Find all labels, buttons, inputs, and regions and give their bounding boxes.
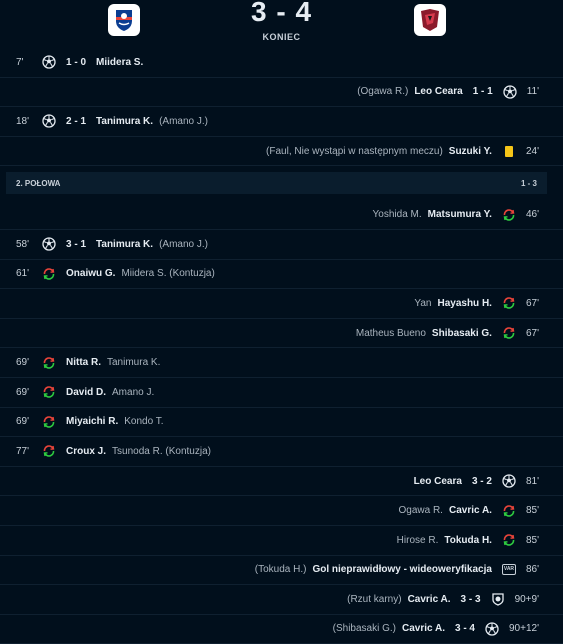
event-minute: 86' [525, 564, 539, 576]
event-minute: 24' [525, 145, 539, 157]
event-player[interactable]: Miidera S. [96, 56, 144, 68]
goal-ball-icon [503, 85, 517, 99]
event-minute: 61' [16, 268, 30, 280]
event-minute: 7' [16, 56, 24, 68]
away-event-row[interactable] [0, 289, 563, 319]
away-event-row[interactable] [0, 556, 563, 586]
substitution-icon [502, 208, 516, 222]
event-minute: 90+9' [514, 593, 539, 605]
goal-ball-icon [42, 237, 56, 251]
event-detail: Hirose R. [396, 534, 439, 546]
event-player[interactable]: Miyaichi R. [66, 416, 119, 428]
event-detail: (Faul, Nie wystąpi w następnym meczu) [266, 145, 443, 157]
event-minute: 58' [16, 238, 30, 250]
event-minute: 77' [16, 445, 30, 457]
event-minute: 81' [525, 475, 539, 487]
event-score: 1 - 1 [472, 86, 493, 98]
event-minute: 69' [16, 416, 30, 428]
event-player[interactable]: Tanimura K. [96, 238, 154, 250]
yellow-card-icon [502, 144, 516, 158]
event-detail: Ogawa R. [398, 505, 443, 517]
event-minute: 69' [16, 386, 30, 398]
event-minute: 18' [16, 115, 30, 127]
goal-ball-icon [42, 114, 56, 128]
event-detail: Matheus Bueno [355, 327, 426, 339]
away-event-row[interactable] [0, 200, 563, 230]
event-detail: (Tokuda H.) [254, 564, 307, 576]
home-event-row[interactable] [0, 260, 563, 290]
event-detail: (Amano J.) [159, 115, 208, 127]
events-list [0, 48, 563, 644]
match-score: 3 - 4 [250, 0, 313, 27]
away-event-row[interactable] [0, 585, 563, 615]
event-detail: Tsunoda R. (Kontuzja) [112, 445, 211, 457]
event-minute: 90+12' [509, 623, 539, 635]
substitution-icon [502, 504, 516, 518]
event-score: 3 - 2 [471, 475, 492, 487]
period-score: 1 - 3 [520, 178, 537, 188]
kashima-crest-icon [417, 7, 443, 33]
home-event-row[interactable] [0, 378, 563, 408]
substitution-icon [42, 385, 56, 399]
away-event-row[interactable] [0, 78, 563, 108]
event-player[interactable]: Croux J. [66, 445, 107, 457]
var-icon: VAR [502, 563, 516, 577]
period-label: 2. POŁOWA [16, 178, 61, 188]
event-detail: (Shibasaki G.) [332, 623, 396, 635]
away-event-row[interactable] [0, 526, 563, 556]
event-minute: 46' [525, 209, 539, 221]
goal-ball-icon [485, 622, 499, 636]
away-event-row[interactable] [0, 137, 563, 167]
home-event-row[interactable] [0, 348, 563, 378]
event-detail: Kondo T. [124, 416, 164, 428]
event-player[interactable]: David D. [66, 386, 107, 398]
event-minute: 67' [525, 327, 539, 339]
event-score: 1 - 0 [66, 56, 87, 68]
goal-ball-icon [502, 474, 516, 488]
penalty-goal-icon [491, 592, 505, 606]
away-team-logo[interactable] [414, 4, 446, 36]
event-detail: Yoshida M. [372, 209, 422, 221]
away-event-row[interactable] [0, 467, 563, 497]
event-minute: 67' [525, 297, 539, 309]
event-player[interactable]: Suzuki Y. [448, 145, 492, 157]
event-player[interactable]: Cavric A. [448, 505, 492, 517]
event-score: 3 - 3 [460, 593, 481, 605]
substitution-icon [42, 415, 56, 429]
event-player[interactable]: Matsumura Y. [427, 209, 492, 221]
event-player[interactable]: Gol nieprawidłowy - wideoweryfikacja [312, 564, 492, 576]
event-player[interactable]: Tanimura K. [96, 115, 154, 127]
event-minute: 85' [525, 505, 539, 517]
event-minute: 85' [525, 534, 539, 546]
home-event-row[interactable] [0, 408, 563, 438]
home-event-row[interactable] [0, 230, 563, 260]
substitution-icon [42, 267, 56, 281]
away-event-row[interactable] [0, 319, 563, 349]
match-status: KONIEC [262, 32, 301, 42]
event-detail: Amano J. [112, 386, 155, 398]
event-score: 2 - 1 [66, 115, 87, 127]
event-detail: Tanimura K. [107, 357, 161, 369]
event-player[interactable]: Cavric A. [402, 623, 445, 635]
event-detail: (Amano J.) [159, 238, 208, 250]
substitution-icon [42, 444, 56, 458]
home-event-row[interactable] [0, 107, 563, 137]
event-player[interactable]: Hayashu H. [437, 297, 492, 309]
event-detail: Yan [414, 297, 432, 309]
event-player[interactable]: Cavric A. [407, 593, 451, 605]
event-player[interactable]: Leo Ceara [414, 86, 463, 98]
event-player[interactable]: Shibasaki G. [431, 327, 492, 339]
event-player[interactable]: Tokuda H. [444, 534, 492, 546]
event-player[interactable]: Onaiwu G. [66, 268, 116, 280]
goal-ball-icon [42, 55, 56, 69]
event-minute: 11' [526, 86, 539, 98]
period-header-second-half [6, 172, 547, 194]
event-player[interactable]: Leo Ceara [413, 475, 462, 487]
home-event-row[interactable] [0, 437, 563, 467]
substitution-icon [502, 296, 516, 310]
home-event-row[interactable] [0, 48, 563, 78]
event-score: 3 - 1 [66, 238, 87, 250]
substitution-icon [502, 533, 516, 547]
substitution-icon [42, 356, 56, 370]
substitution-icon [502, 326, 516, 340]
away-event-row[interactable] [0, 496, 563, 526]
match-header [0, 0, 563, 48]
event-minute: 69' [16, 357, 30, 369]
event-score: 3 - 4 [454, 623, 475, 635]
event-detail: (Rzut karny) [347, 593, 402, 605]
event-detail: Miidera S. (Kontuzja) [121, 268, 215, 280]
event-player[interactable]: Nitta R. [66, 357, 101, 369]
event-detail: (Ogawa R.) [357, 86, 409, 98]
